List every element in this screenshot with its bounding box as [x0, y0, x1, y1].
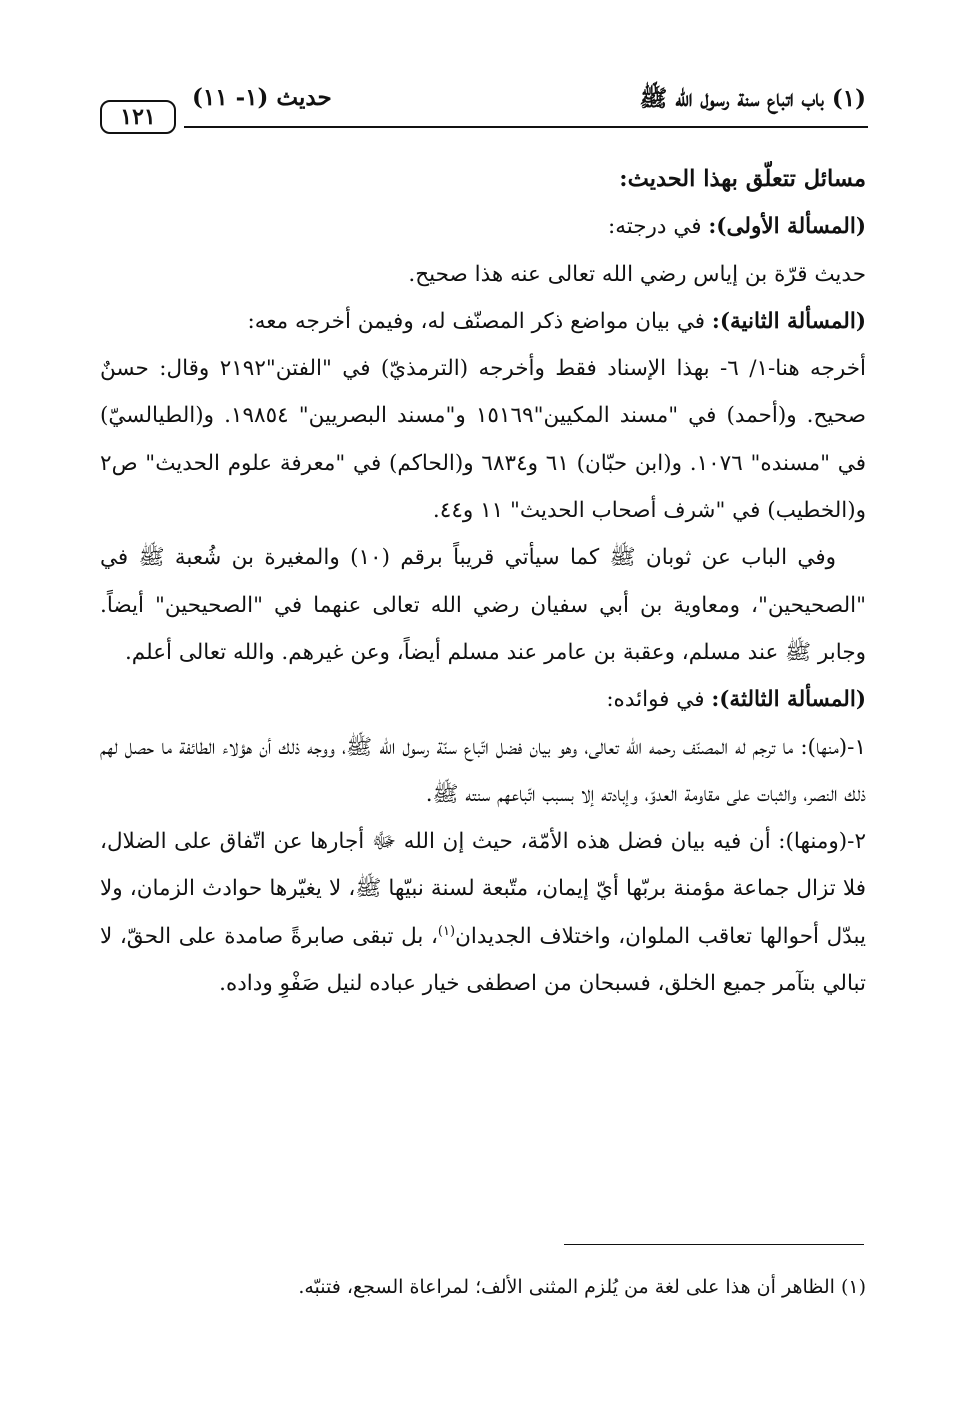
benefit-2-text-b: ، بل تبقى صابرةً صامدة على الحقّ، لا تبالي بتآمر جميع الخلق، فسبحان من اصطفى خيار عباده لنيل صَفْوِ وداده.	[100, 923, 866, 997]
footnote-rule	[564, 1244, 864, 1245]
question-2-title: في بيان مواضع ذكر المصنّف له، وفيمن أخرجه معه:	[247, 308, 712, 334]
question-3-label: (المسألة الثالثة):	[711, 687, 866, 713]
benefit-2-text-a: ٢-(ومنها): أن فيه بيان فضل هذه الأمّة، حيث إن الله ﷻ أجارها عن اتّفاق على الضلال، فلا تزال جماعة مؤمنة بربّها أيّ إيمان، متّبعة لسنة نبيّها ﷺ، لا يغيّرها حوادث الزمان، ولا يبدّل أحوالها تعاقب الملوان، واختلاف الجديدان	[100, 829, 866, 949]
chapter-title: (١) باب اتباع سنة رسول الله ﷺ	[639, 85, 866, 112]
footnote-ref: (١)	[437, 923, 456, 939]
page-header	[100, 74, 868, 130]
question-3-title: في فوائده:	[606, 687, 712, 713]
question-1-label: (المسألة الأولى):	[708, 214, 866, 240]
question-2-body-2: وفي الباب عن ثوبان ﷺ كما سيأتي قريباً برقم (١٠) والمغيرة بن شُعبة ﷺ في "الصحيحين"، ومعاوية بن أبي سفيان رضي الله تعالى عنهما في "الصحيحين" أيضاً. وجابر ﷺ عند مسلم، وعقبة بن عامر عند مسلم أيضاً، وعن غيرهم. والله تعالى أعلم.	[100, 545, 866, 665]
header-rule	[184, 126, 868, 128]
question-2-label: (المسألة الثانية):	[711, 308, 866, 334]
body-text	[100, 156, 866, 1007]
benefit-1: ١-(منها): ما ترجم له المصنّف رحمه الله تعالى، وهو بيان فضل اتّباع سنّة رسول الله ﷺ، ووجه ذلك أن هؤلاء الطائفة ما حصل لهم ذلك النصر، والثبات على مقاومة العدوّ، وإبادته إلا بسبب اتّباعهم سنته ﷺ.	[100, 734, 866, 807]
question-1-title: في درجته:	[608, 214, 709, 240]
footnote: (١) الظاهر أن هذا على لغة من يُلزم المثنى الألف؛ لمراعاة السجع، فتنبّه.	[298, 1276, 866, 1298]
benefit-2	[100, 818, 866, 1007]
question-1	[100, 203, 866, 250]
section-heading: مسائل تتعلّق بهذا الحديث:	[619, 166, 866, 192]
hadith-range: حديث (١- ١١)	[192, 84, 332, 111]
page-number: ١٢١	[100, 100, 176, 134]
question-2	[100, 298, 866, 345]
question-3	[100, 676, 866, 723]
question-1-body: حديث قرّة بن إياس رضي الله تعالى عنه هذا صحيح.	[408, 261, 866, 287]
question-2-body: أخرجه هنا-١/ ٦- بهذا الإسناد فقط وأخرجه (الترمذيّ) في "الفتن"٢١٩٢ وقال: حسنٌ صحيح. و(أحمد) في "مسند المكيين"١٥١٦٩ و"مسند البصريين" ١٩٨٥٤. و(الطيالسيّ) في "مسنده" ١٠٧٦. و(ابن حبّان) ٦١ و٦٨٣٤ و(الحاكم) في "معرفة علوم الحديث" ص٢ و(الخطيب) في "شرف أصحاب الحديث" ١١ و٤٤.	[100, 356, 867, 524]
